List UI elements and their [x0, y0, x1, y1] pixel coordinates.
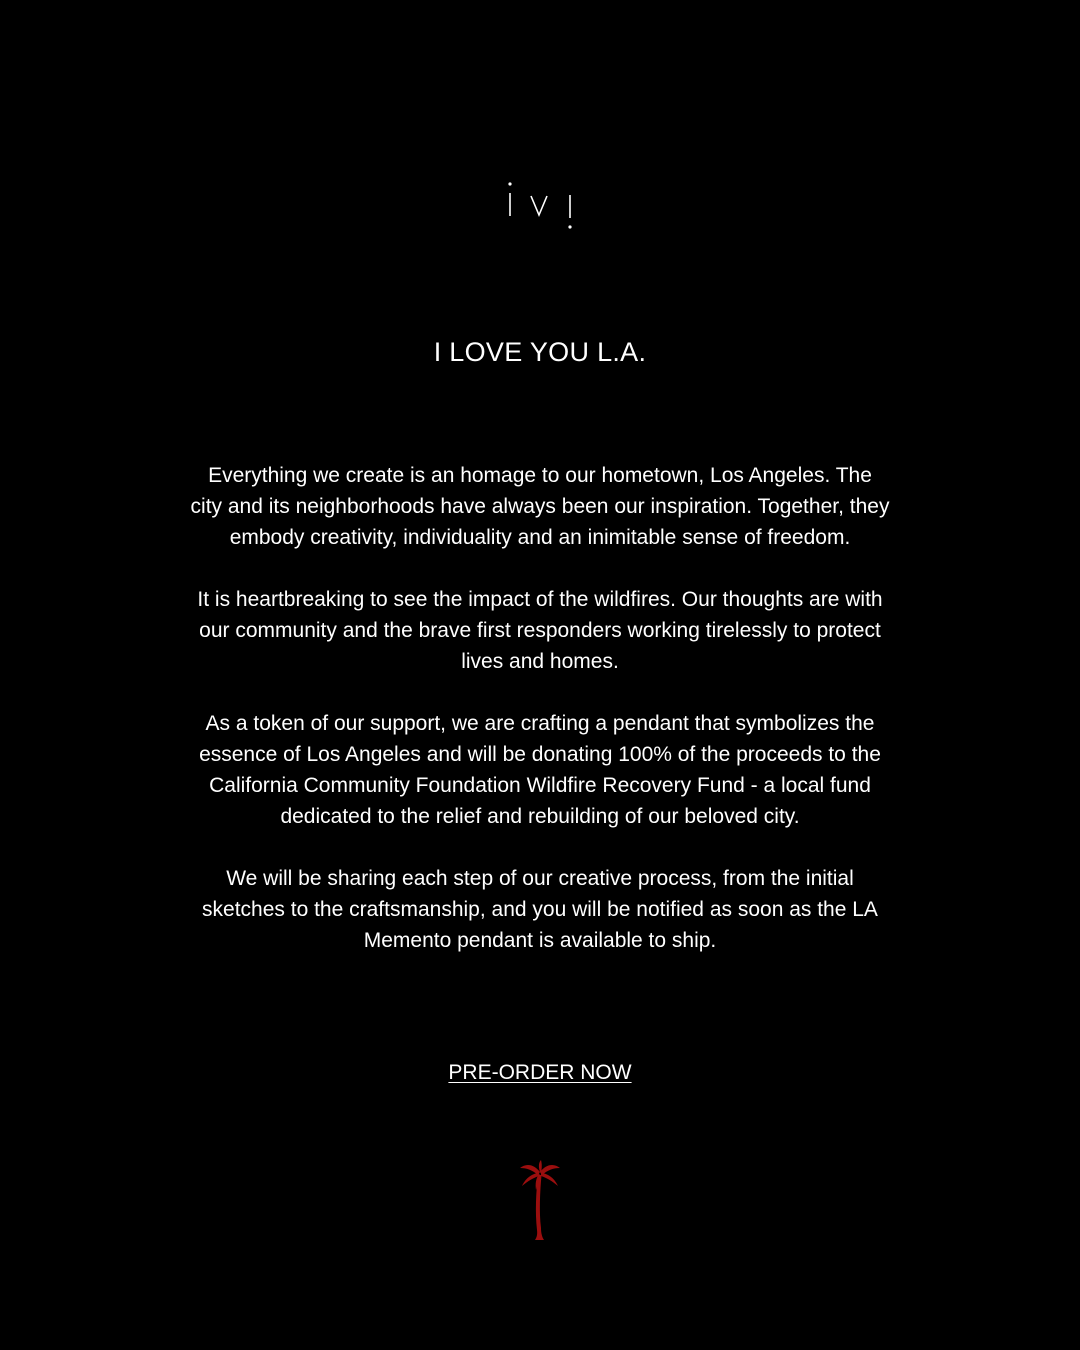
palm-tree-icon [518, 1160, 562, 1242]
announcement-body [190, 460, 890, 987]
cta-container [0, 1058, 1080, 1088]
paragraph-wildfires: It is heartbreaking to see the impact of the wildfires. Our thoughts are with our community and the brave first responders working tirelessly to protect lives and homes. [197, 588, 883, 673]
paragraph-process: We will be sharing each step of our creative process, from the initial sketches to the craftsmanship, and you will be notified as soon as the LA Memento pendant is available to ship. [202, 867, 878, 952]
paragraph-homage: Everything we create is an homage to our hometown, Los Angeles. The city and its neighborhoods have always been our inspiration. Together, they embody creativity, individuality and an inimitable sense of freedom. [190, 464, 890, 549]
pre-order-link[interactable]: PRE-ORDER NOW [448, 1061, 632, 1084]
paragraph-donation: As a token of our support, we are crafting a pendant that symbolizes the essence of Los Angeles and will be donating 100% of the proceeds to the California Community Foundation Wildfire Recovery Fund - a local fund dedicated to the relief and rebuilding of our beloved city. [199, 712, 881, 828]
brand-logo [0, 180, 1080, 232]
page-title: I LOVE YOU L.A. [433, 337, 647, 367]
ivi-monogram-icon [500, 180, 580, 232]
